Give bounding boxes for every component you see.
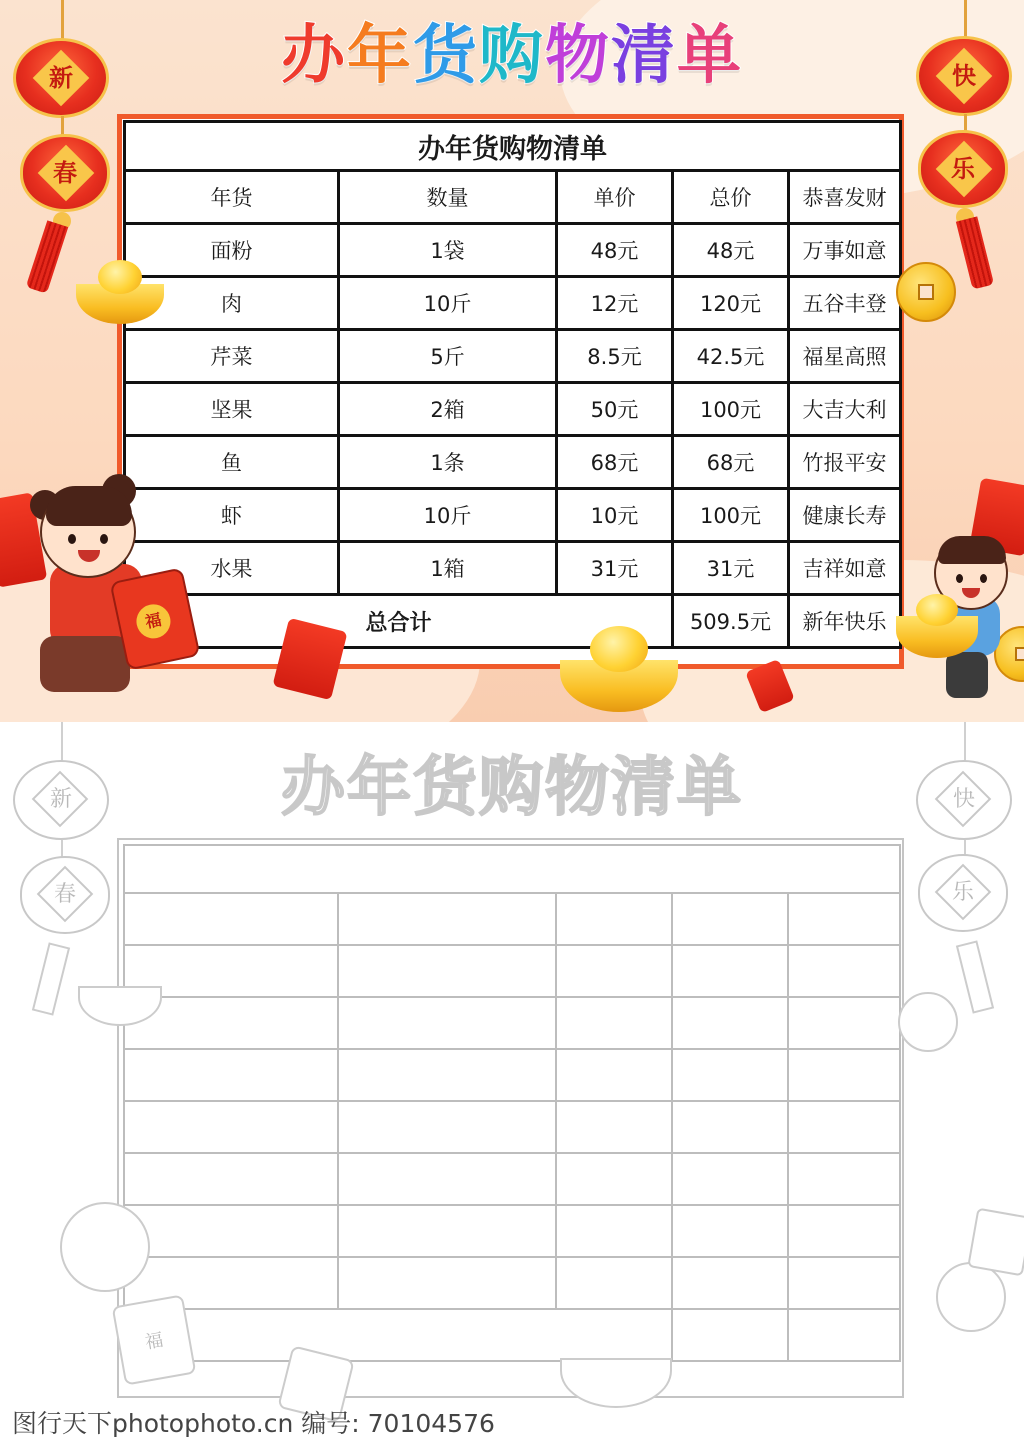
table-row xyxy=(125,436,901,489)
outline-kid-head xyxy=(60,1202,150,1292)
quantity-cell: 10斤 xyxy=(339,277,557,330)
lantern-cord xyxy=(964,0,967,40)
title-char: 购 xyxy=(479,19,545,93)
kid-mouth xyxy=(78,550,100,562)
total-price-cell: 42.5元 xyxy=(673,330,789,383)
outline-row xyxy=(124,1309,900,1361)
outline-lantern-char: 新 xyxy=(49,787,72,812)
kid-girl-legs xyxy=(40,636,130,692)
title-char: 办 xyxy=(281,19,347,93)
quantity-cell: 5斤 xyxy=(339,330,557,383)
outline-envelope xyxy=(967,1208,1024,1277)
title-char: 单 xyxy=(677,19,743,93)
outline-row xyxy=(124,1205,900,1257)
item-cell: 鱼 xyxy=(125,436,339,489)
kid-mouth xyxy=(962,588,980,598)
lantern-right-top xyxy=(916,36,1012,116)
title-char: 货 xyxy=(413,19,479,93)
lantern-left-top xyxy=(13,38,109,118)
outline-tassel xyxy=(32,942,70,1015)
lantern-right-bottom xyxy=(918,130,1008,208)
kid-eye xyxy=(956,574,963,583)
unit-price-cell: 50元 xyxy=(557,383,673,436)
kid-boy-hair xyxy=(938,536,1006,564)
table-row xyxy=(125,330,901,383)
total-price-cell: 120元 xyxy=(673,277,789,330)
kid-eye xyxy=(68,534,76,544)
table-caption: 办年货购物清单 xyxy=(125,122,901,171)
total-price-cell: 31元 xyxy=(673,542,789,595)
outline-kid-head xyxy=(936,1262,1006,1332)
outline-fu-bag: 福 xyxy=(112,1294,197,1385)
blessing-cell: 健康长寿 xyxy=(789,489,901,542)
total-price-cell: 48元 xyxy=(673,224,789,277)
shopping-table xyxy=(123,120,902,649)
table-row xyxy=(125,383,901,436)
outline-title: 办年货购物清单 xyxy=(281,751,743,825)
total-label: 总合计 xyxy=(125,595,673,648)
table-header-row xyxy=(125,171,901,224)
total-price-cell: 68元 xyxy=(673,436,789,489)
table-total-row xyxy=(125,595,901,648)
watermark-text: 图行天下photophoto.cn 编号: 70104576 xyxy=(12,1409,495,1438)
outline-row xyxy=(124,1153,900,1205)
item-cell: 面粉 xyxy=(125,224,339,277)
lantern-cord xyxy=(61,116,64,136)
lantern-tassel xyxy=(956,216,994,289)
lantern-char: 快 xyxy=(952,62,976,90)
quantity-cell: 1条 xyxy=(339,436,557,489)
ingot-top xyxy=(590,626,648,672)
table-row xyxy=(125,224,901,277)
lantern-char: 春 xyxy=(53,159,77,187)
unit-price-cell: 68元 xyxy=(557,436,673,489)
blessing-cell: 竹报平安 xyxy=(789,436,901,489)
coin-icon xyxy=(896,262,956,322)
total-blessing: 新年快乐 xyxy=(789,595,901,648)
outline-cord xyxy=(61,722,63,762)
table-row xyxy=(125,277,901,330)
title-char: 清 xyxy=(611,19,677,93)
outline-lantern-char: 乐 xyxy=(951,880,974,905)
blessing-cell: 大吉大利 xyxy=(789,383,901,436)
quantity-cell: 2箱 xyxy=(339,383,557,436)
title-char: 年 xyxy=(347,19,413,93)
column-header: 单价 xyxy=(557,171,673,224)
blessing-cell: 万事如意 xyxy=(789,224,901,277)
quantity-cell: 1箱 xyxy=(339,542,557,595)
unit-price-cell: 31元 xyxy=(557,542,673,595)
blessing-cell: 福星高照 xyxy=(789,330,901,383)
outline-poster xyxy=(0,722,1024,1448)
kid-girl-hair xyxy=(46,486,132,526)
outline-row xyxy=(124,893,900,945)
item-cell: 虾 xyxy=(125,489,339,542)
item-cell: 坚果 xyxy=(125,383,339,436)
unit-price-cell: 8.5元 xyxy=(557,330,673,383)
kid-boy-legs xyxy=(946,652,988,698)
total-price-cell: 100元 xyxy=(673,383,789,436)
outline-lantern xyxy=(916,760,1012,840)
outline-row xyxy=(124,1257,900,1309)
poster-title xyxy=(0,12,1024,100)
unit-price-cell: 48元 xyxy=(557,224,673,277)
kid-eye xyxy=(100,534,108,544)
outline-lantern-char: 快 xyxy=(952,787,975,812)
ingot-top xyxy=(98,260,142,294)
kid-girl-face xyxy=(40,486,136,578)
table-row xyxy=(125,542,901,595)
lantern-char: 新 xyxy=(49,64,73,92)
table-row xyxy=(125,489,901,542)
quantity-cell: 1袋 xyxy=(339,224,557,277)
outline-ingot xyxy=(560,1358,672,1408)
item-cell: 水果 xyxy=(125,542,339,595)
item-cell: 肉 xyxy=(125,277,339,330)
outline-cord xyxy=(964,722,966,762)
outline-lantern xyxy=(13,760,109,840)
outline-coin xyxy=(898,992,958,1052)
column-header: 总价 xyxy=(673,171,789,224)
outline-lantern xyxy=(918,854,1008,932)
total-price-cell: 100元 xyxy=(673,489,789,542)
outline-caption-cell xyxy=(124,845,900,893)
outline-lantern-char: 春 xyxy=(53,882,76,907)
outline-row xyxy=(124,1049,900,1101)
column-header: 年货 xyxy=(125,171,339,224)
blessing-cell: 吉祥如意 xyxy=(789,542,901,595)
outline-tassel xyxy=(956,940,994,1013)
column-header: 数量 xyxy=(339,171,557,224)
lantern-left-bottom xyxy=(20,134,110,212)
outline-row xyxy=(124,997,900,1049)
fu-label: 福 xyxy=(133,601,173,641)
column-header: 恭喜发财 xyxy=(789,171,901,224)
lantern-cord xyxy=(61,0,64,40)
outline-row xyxy=(124,1101,900,1153)
ingot-top xyxy=(916,594,958,626)
item-cell: 芹菜 xyxy=(125,330,339,383)
title-char: 物 xyxy=(545,19,611,93)
coin-hole xyxy=(918,284,934,300)
quantity-cell: 10斤 xyxy=(339,489,557,542)
colored-poster xyxy=(0,0,1024,722)
unit-price-cell: 12元 xyxy=(557,277,673,330)
unit-price-cell: 10元 xyxy=(557,489,673,542)
blessing-cell: 五谷丰登 xyxy=(789,277,901,330)
outline-table xyxy=(123,844,901,1362)
kid-eye xyxy=(980,574,987,583)
total-value: 509.5元 xyxy=(673,595,789,648)
outline-lantern xyxy=(20,856,110,934)
coin-hole xyxy=(1015,647,1024,661)
lantern-tassel xyxy=(26,220,69,293)
outline-row xyxy=(124,945,900,997)
lantern-char: 乐 xyxy=(951,155,975,183)
